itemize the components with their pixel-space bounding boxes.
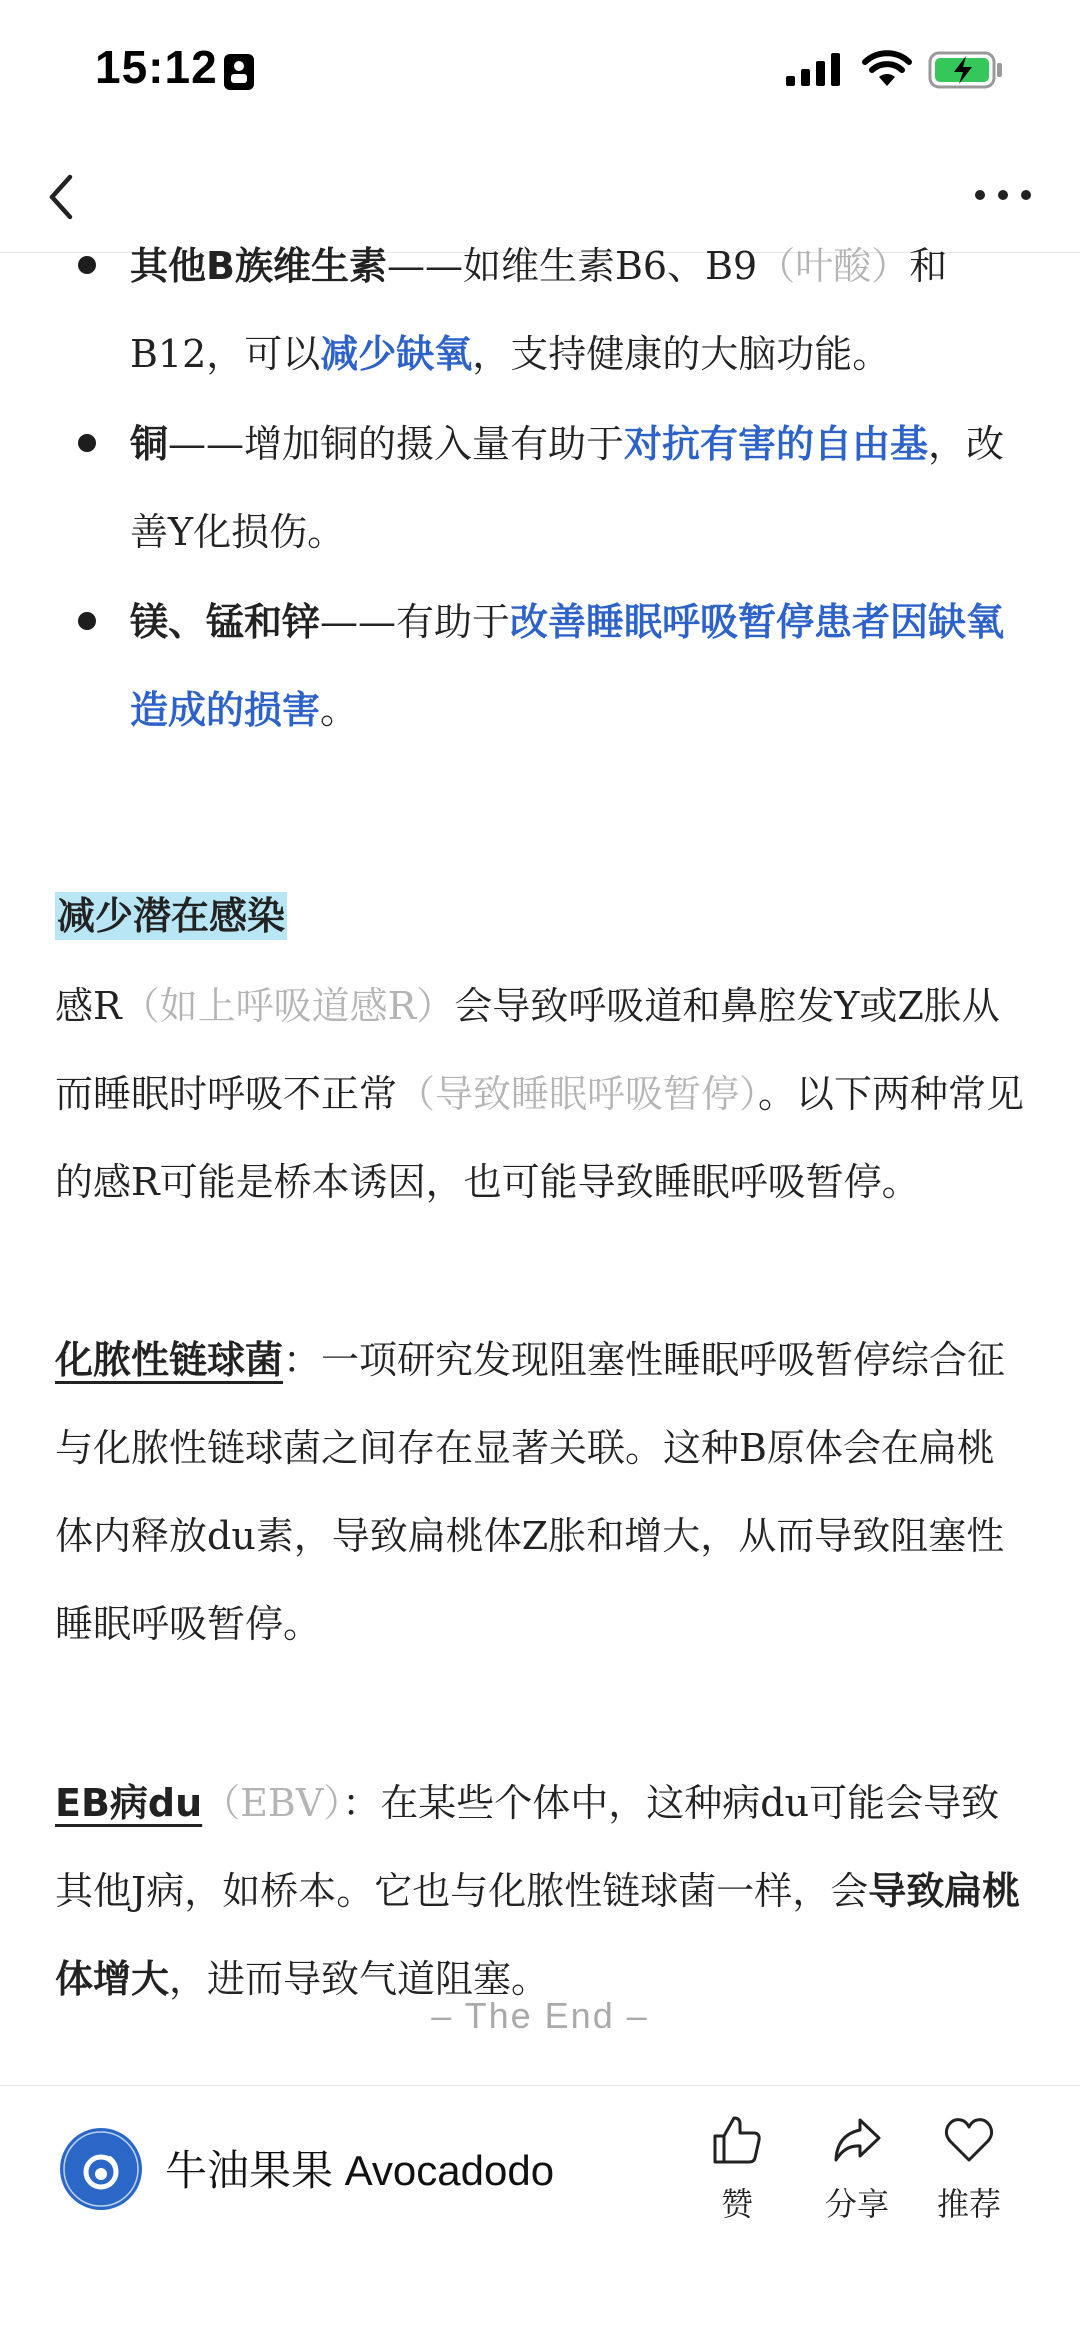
bullet-note: （叶酸） xyxy=(757,244,910,288)
paragraph-note: （如上呼吸道感R） xyxy=(121,984,455,1028)
bullet-text: ——有助于 xyxy=(320,600,511,644)
bullet-highlight: 减少缺氧 xyxy=(320,332,473,376)
section-heading: 减少潜在感染 xyxy=(57,894,286,938)
paragraph-term: EB病du xyxy=(55,1781,203,1825)
avocado-logo-icon xyxy=(60,2128,142,2210)
bullet-text: 。 xyxy=(320,688,359,732)
bullet-dot xyxy=(78,434,96,452)
paragraph-text: 会导致呼吸道和鼻腔发Y或Z胀从而睡眠时呼吸不正常 xyxy=(55,984,1000,1116)
bullet-text: ——增加铜的摄入量有助于 xyxy=(168,422,625,466)
paragraph-note: （导致睡眠呼吸暂停） xyxy=(397,1072,759,1116)
bullet-text: ，改善Y化损伤。 xyxy=(130,422,1005,554)
share-label: 分享 xyxy=(824,2186,889,2222)
share-icon xyxy=(829,2112,885,2168)
list-item xyxy=(130,578,1022,754)
paragraph-text: 。以下两种常见的感R可能是桥本诱因，也可能导致睡眠呼吸暂停。 xyxy=(55,1072,1025,1204)
paragraph-note: （EBV） xyxy=(202,1781,343,1825)
bullet-text: ，支持健康的大脑功能。 xyxy=(472,332,891,376)
bullet-highlight: 改善睡眠呼吸暂停患者因缺氧造成的损害 xyxy=(130,600,1005,732)
more-options-icon[interactable] xyxy=(968,170,1038,220)
bullet-highlight: 对抗有害的自由基 xyxy=(624,422,929,466)
recommend-button[interactable] xyxy=(914,2112,1024,2225)
account-name[interactable]: 牛油果果 Avocadodo xyxy=(165,2147,555,2194)
paragraph-term: 化脓性链球菌 xyxy=(55,1338,284,1382)
bullet-dot xyxy=(78,612,96,630)
bullet-term: 其他B族维生素 xyxy=(130,244,387,288)
paragraph xyxy=(55,1759,1025,2023)
paragraph-text: ，进而导致气道阻塞。 xyxy=(169,1957,550,2001)
paragraph-bold: 导致扁桃体增大 xyxy=(55,1869,1021,2001)
share-button[interactable] xyxy=(802,2112,912,2225)
heart-icon xyxy=(941,2112,997,2168)
end-marker: – The End – xyxy=(431,1995,649,2036)
bottom-bar xyxy=(0,2085,1080,2338)
status-bar xyxy=(0,0,1080,140)
section-heading-row xyxy=(55,872,1025,960)
back-arrow-icon[interactable] xyxy=(40,162,90,232)
bullet-text: ——如维生素B6、B9 xyxy=(386,244,758,288)
thumbs-up-icon xyxy=(709,2112,765,2168)
paragraph-text: ：在某些个体中，这种病du可能会导致其他J病，如桥本。它也与化脓性链球菌一样，会 xyxy=(55,1781,1000,1913)
paragraph-text: ：一项研究发现阻塞性睡眠呼吸暂停综合征与化脓性链球菌之间存在显著关联。这种B原体会在扁桃体内释放du素，导致扁桃体Z胀和增大，从而导致阻塞性睡眠呼吸暂停。 xyxy=(55,1338,1006,1646)
list-item xyxy=(130,222,1022,398)
wifi-icon xyxy=(862,50,912,88)
account-avatar[interactable] xyxy=(60,2128,142,2210)
bullet-term: 铜 xyxy=(130,422,169,466)
bullet-text: 和B12，可以 xyxy=(130,244,948,376)
paragraph-text: 感R xyxy=(55,984,122,1028)
recommend-label: 推荐 xyxy=(936,2186,1001,2222)
status-time: 15:12 xyxy=(95,41,218,93)
like-button[interactable] xyxy=(682,2112,792,2225)
like-label: 赞 xyxy=(720,2186,753,2222)
bullet-dot xyxy=(78,256,96,274)
list-item xyxy=(130,400,1022,576)
sim-card-icon xyxy=(222,52,256,92)
paragraph xyxy=(55,962,1025,1226)
paragraph xyxy=(55,1316,1025,1668)
signal-icon xyxy=(786,52,842,88)
battery-charging-icon xyxy=(928,50,1004,90)
bullet-term: 镁、锰和锌 xyxy=(130,600,321,644)
